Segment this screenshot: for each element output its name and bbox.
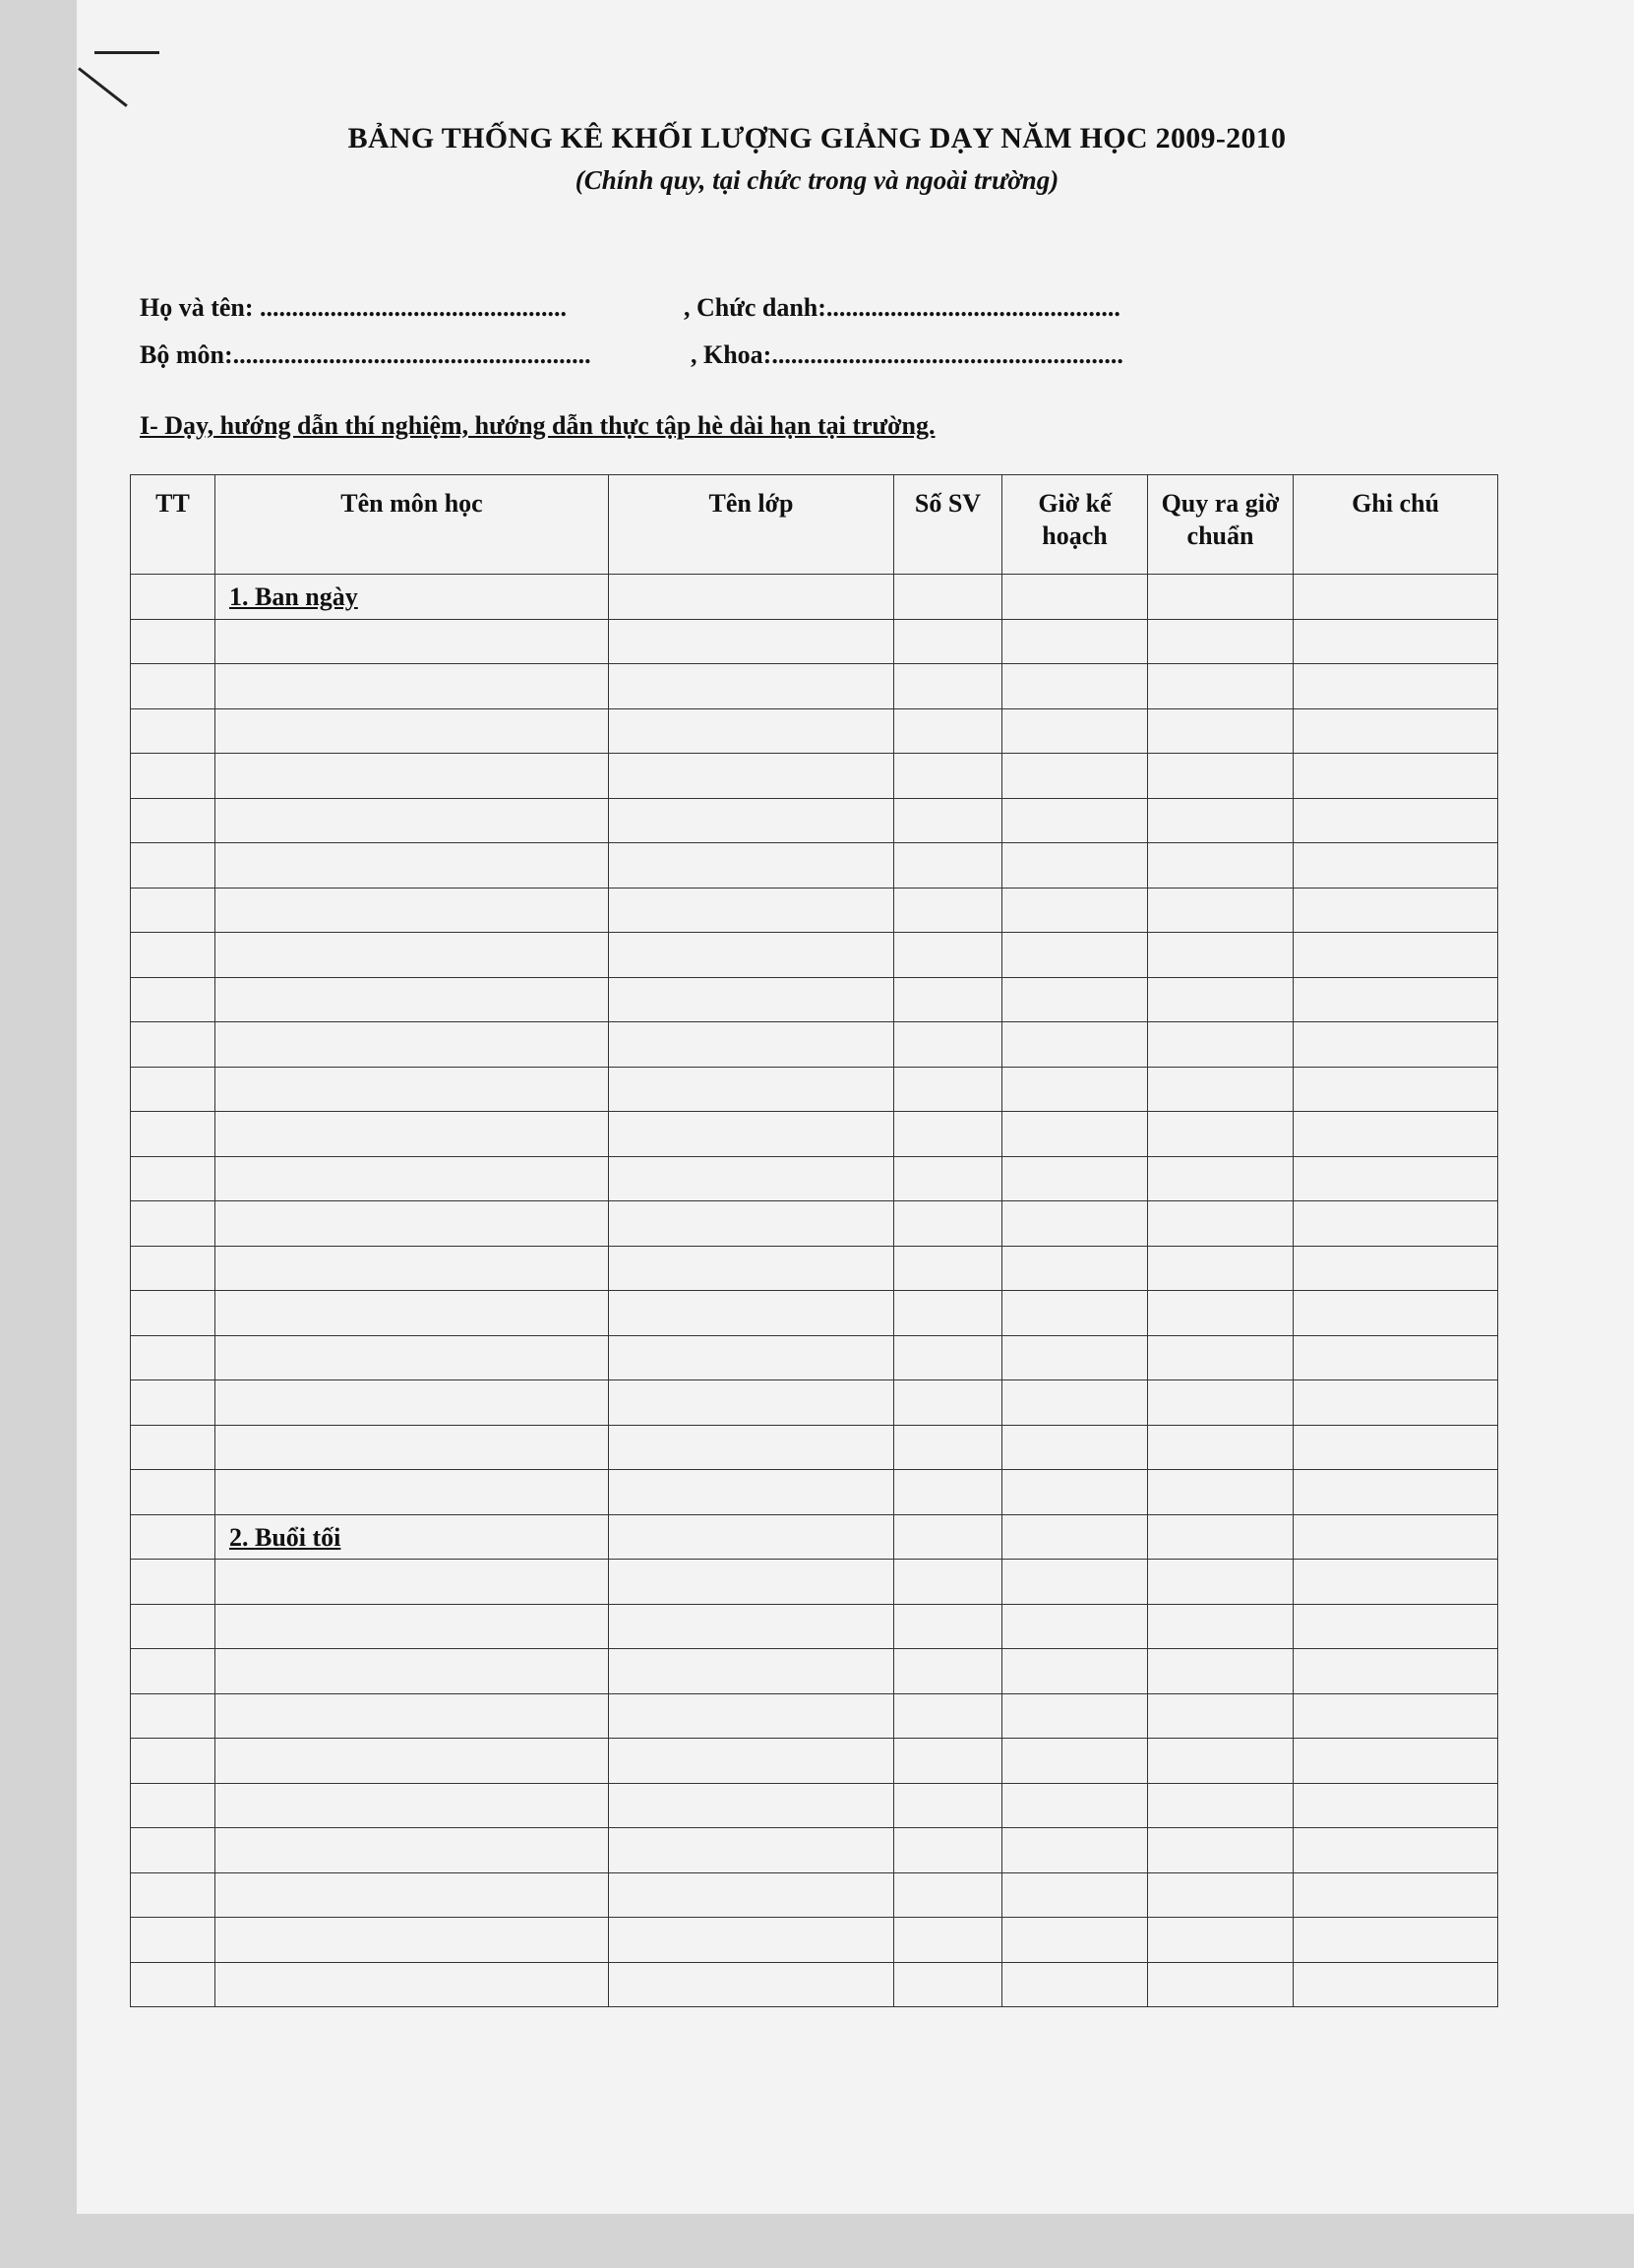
- table-cell: [609, 843, 894, 889]
- table-cell: [1294, 664, 1498, 709]
- table-cell: [1294, 977, 1498, 1022]
- table-cell: [894, 798, 1002, 843]
- document-title: BẢNG THỐNG KÊ KHỐI LƯỢNG GIẢNG DẠY NĂM HỌC 2009-2010: [347, 122, 1287, 154]
- table-cell: [609, 1918, 894, 1963]
- table-cell: [1002, 843, 1148, 889]
- table-row: [131, 1156, 1498, 1201]
- table-cell: [215, 1739, 609, 1784]
- table-cell: [1002, 1156, 1148, 1201]
- table-cell: [131, 1918, 215, 1963]
- table-cell: [131, 1739, 215, 1784]
- table-cell: [894, 1693, 1002, 1739]
- table-row: [131, 754, 1498, 799]
- table-cell: [131, 1783, 215, 1828]
- table-cell: [215, 1246, 609, 1291]
- table-cell: [609, 1560, 894, 1605]
- table-cell: [1148, 1560, 1294, 1605]
- table-cell: [609, 1425, 894, 1470]
- table-row: [131, 1783, 1498, 1828]
- table-cell: [1002, 619, 1148, 664]
- table-cell: [1002, 1962, 1148, 2007]
- table-cell: [1002, 1604, 1148, 1649]
- column-header-class: Tên lớp: [609, 475, 894, 575]
- table-row: [131, 1962, 1498, 2007]
- table-cell: [609, 798, 894, 843]
- table-cell: [215, 1693, 609, 1739]
- table-cell: [131, 1828, 215, 1873]
- table-row: [131, 619, 1498, 664]
- table-cell: [131, 1872, 215, 1918]
- table-cell: [1294, 1872, 1498, 1918]
- table-cell: [131, 1112, 215, 1157]
- table-cell: [131, 1022, 215, 1068]
- table-cell: [894, 933, 1002, 978]
- table-cell: [215, 1872, 609, 1918]
- table-cell: [1294, 888, 1498, 933]
- table-cell: [215, 575, 609, 620]
- table-cell: [609, 1604, 894, 1649]
- table-cell: [1294, 1246, 1498, 1291]
- table-cell: [215, 1918, 609, 1963]
- table-row: [131, 664, 1498, 709]
- table-cell: [131, 708, 215, 754]
- table-cell: [1294, 1649, 1498, 1694]
- table-cell: [1294, 1693, 1498, 1739]
- table-cell: [1148, 664, 1294, 709]
- table-cell: [1294, 798, 1498, 843]
- table-cell: [1294, 1112, 1498, 1157]
- table-cell: [215, 1380, 609, 1426]
- table-cell: [215, 1962, 609, 2007]
- table-cell: [894, 1828, 1002, 1873]
- table-cell: [609, 754, 894, 799]
- group-label-daytime: 1. Ban ngày: [229, 582, 358, 611]
- table-cell: [609, 977, 894, 1022]
- column-header-subject: Tên môn học: [215, 475, 609, 575]
- table-cell: [1148, 1514, 1294, 1560]
- table-cell: [1002, 933, 1148, 978]
- table-cell: [609, 575, 894, 620]
- table-cell: [131, 1514, 215, 1560]
- table-cell: [609, 1291, 894, 1336]
- table-row: [131, 1112, 1498, 1157]
- table-cell: [215, 1291, 609, 1336]
- table-cell: [1294, 1918, 1498, 1963]
- table-row: [131, 708, 1498, 754]
- table-cell: [215, 843, 609, 889]
- table-cell: [894, 1514, 1002, 1560]
- table-cell: [1148, 1828, 1294, 1873]
- table-cell: [1148, 798, 1294, 843]
- table-cell: [1294, 754, 1498, 799]
- table-cell: [894, 1022, 1002, 1068]
- table-cell: [1294, 1514, 1498, 1560]
- table-cell: [215, 1201, 609, 1247]
- table-cell: [131, 1470, 215, 1515]
- table-cell: [131, 888, 215, 933]
- table-cell: [131, 1380, 215, 1426]
- table-cell: [609, 1693, 894, 1739]
- table-cell: [1002, 977, 1148, 1022]
- table-cell: [131, 664, 215, 709]
- table-cell: [1148, 1201, 1294, 1247]
- table-cell: [1148, 575, 1294, 620]
- table-cell: [215, 708, 609, 754]
- column-header-planned-hours: Giờ kế hoạch: [1002, 475, 1148, 575]
- table-cell: [1294, 1291, 1498, 1336]
- table-cell: [1002, 754, 1148, 799]
- table-cell: [1294, 843, 1498, 889]
- table-cell: [131, 575, 215, 620]
- table-cell: [1148, 1604, 1294, 1649]
- column-header-students: Số SV: [894, 475, 1002, 575]
- table-cell: [1002, 575, 1148, 620]
- table-cell: [215, 1112, 609, 1157]
- table-cell: [1294, 1828, 1498, 1873]
- table-cell: [1002, 1335, 1148, 1380]
- table-row: [131, 1649, 1498, 1694]
- table-cell: [215, 1828, 609, 1873]
- scan-mark: [94, 51, 159, 54]
- table-cell: [1148, 843, 1294, 889]
- table-cell: [894, 1380, 1002, 1426]
- table-cell: [609, 1067, 894, 1112]
- table-row: [131, 1828, 1498, 1873]
- table-cell: [1002, 1380, 1148, 1426]
- table-cell: [131, 1335, 215, 1380]
- table-cell: [1002, 1470, 1148, 1515]
- table-cell: [894, 1112, 1002, 1157]
- table-cell: [1002, 1291, 1148, 1336]
- table-cell: [1002, 888, 1148, 933]
- table-cell: [1294, 1962, 1498, 2007]
- table-cell: [131, 1693, 215, 1739]
- table-row: [131, 1514, 1498, 1560]
- table-cell: [1148, 977, 1294, 1022]
- table-cell: [1002, 798, 1148, 843]
- table-row: [131, 1560, 1498, 1605]
- table-cell: [1294, 575, 1498, 620]
- table-cell: [894, 1156, 1002, 1201]
- table-cell: [1002, 1649, 1148, 1694]
- table-cell: [609, 1514, 894, 1560]
- table-cell: [215, 1649, 609, 1694]
- table-cell: [1148, 1425, 1294, 1470]
- table-row: [131, 1470, 1498, 1515]
- table-cell: [609, 1380, 894, 1426]
- table-cell: [1148, 708, 1294, 754]
- table-cell: [215, 1022, 609, 1068]
- table-cell: [1148, 754, 1294, 799]
- table-cell: [609, 664, 894, 709]
- table-cell: [894, 1246, 1002, 1291]
- table-cell: [1294, 1604, 1498, 1649]
- table-cell: [131, 1604, 215, 1649]
- table-cell: [894, 1604, 1002, 1649]
- table-cell: [215, 754, 609, 799]
- table-body: [131, 575, 1498, 2007]
- table-cell: [609, 1962, 894, 2007]
- table-cell: [1148, 933, 1294, 978]
- table-cell: [894, 843, 1002, 889]
- table-row: [131, 1693, 1498, 1739]
- table-cell: [215, 1156, 609, 1201]
- table-cell: [215, 798, 609, 843]
- table-cell: [1002, 1693, 1148, 1739]
- table-cell: [609, 1246, 894, 1291]
- table-cell: [609, 1783, 894, 1828]
- table-cell: [1002, 1872, 1148, 1918]
- table-row: [131, 798, 1498, 843]
- table-cell: [1294, 1201, 1498, 1247]
- table-cell: [894, 1872, 1002, 1918]
- table-cell: [1294, 1425, 1498, 1470]
- document-subtitle: (Chính quy, tại chức trong và ngoài trường): [575, 165, 1059, 195]
- table-row: [131, 1604, 1498, 1649]
- table-cell: [1294, 1335, 1498, 1380]
- table-cell: [609, 1022, 894, 1068]
- table-row: [131, 1022, 1498, 1068]
- table-cell: [215, 1470, 609, 1515]
- table-cell: [894, 1201, 1002, 1247]
- table-cell: [1148, 1962, 1294, 2007]
- table-cell: [1148, 1291, 1294, 1336]
- table-cell: [894, 1470, 1002, 1515]
- table-cell: [1294, 1156, 1498, 1201]
- table-cell: [894, 754, 1002, 799]
- table-row: [131, 1425, 1498, 1470]
- table-cell: [131, 1425, 215, 1470]
- table-cell: [1148, 888, 1294, 933]
- table-cell: [1294, 1470, 1498, 1515]
- table-cell: [131, 1201, 215, 1247]
- table-cell: [609, 1112, 894, 1157]
- table-cell: [609, 1156, 894, 1201]
- table-row: [131, 888, 1498, 933]
- name-field: Họ và tên: ................................................: [140, 293, 568, 322]
- table-cell: [1294, 1783, 1498, 1828]
- table-cell: [1148, 1335, 1294, 1380]
- table-cell: [1002, 1112, 1148, 1157]
- table-header-row: [131, 475, 1498, 575]
- table-cell: [1148, 1739, 1294, 1784]
- table-cell: [1002, 1425, 1148, 1470]
- table-row: [131, 1335, 1498, 1380]
- table-cell: [1148, 1918, 1294, 1963]
- table-cell: [1002, 1067, 1148, 1112]
- group-label-evening: 2. Buổi tối: [229, 1522, 341, 1552]
- workload-table: [130, 474, 1498, 2007]
- table-cell: [609, 1335, 894, 1380]
- table-cell: [215, 1067, 609, 1112]
- table-cell: [894, 1560, 1002, 1605]
- table-cell: [894, 664, 1002, 709]
- table-cell: [894, 1739, 1002, 1784]
- table-cell: [131, 1962, 215, 2007]
- table-cell: [1294, 1560, 1498, 1605]
- table-cell: [1002, 1514, 1148, 1560]
- table-row: [131, 1246, 1498, 1291]
- table-cell: [609, 619, 894, 664]
- table-cell: [609, 1470, 894, 1515]
- table-cell: [894, 977, 1002, 1022]
- department-field: Bộ môn:........................................................: [140, 340, 591, 369]
- table-row: [131, 1067, 1498, 1112]
- column-header-tt: TT: [131, 475, 215, 575]
- table-cell: [894, 619, 1002, 664]
- table-cell: [1002, 1560, 1148, 1605]
- table-cell: [131, 1560, 215, 1605]
- table-cell: [215, 1560, 609, 1605]
- table-cell: [894, 708, 1002, 754]
- table-cell: [609, 708, 894, 754]
- table-cell: [131, 933, 215, 978]
- table-row: [131, 1872, 1498, 1918]
- table-cell: [609, 933, 894, 978]
- table-cell: [131, 1649, 215, 1694]
- table-cell: [215, 1425, 609, 1470]
- table-cell: [131, 754, 215, 799]
- table-cell: [894, 1783, 1002, 1828]
- table-cell: [1002, 1201, 1148, 1247]
- table-cell: [1148, 1112, 1294, 1157]
- table-cell: [1294, 1380, 1498, 1426]
- table-cell: [131, 798, 215, 843]
- table-row: [131, 977, 1498, 1022]
- table-cell: [215, 619, 609, 664]
- table-cell: [609, 1649, 894, 1694]
- table-cell: [609, 1828, 894, 1873]
- table-cell: [894, 1067, 1002, 1112]
- faculty-field: , Khoa:.......................................................: [691, 340, 1123, 369]
- table-cell: [894, 888, 1002, 933]
- table-cell: [1002, 1246, 1148, 1291]
- table-cell: [1148, 1380, 1294, 1426]
- table-cell: [1148, 1783, 1294, 1828]
- table-cell: [1294, 933, 1498, 978]
- table-cell: [131, 1291, 215, 1336]
- table-cell: [609, 888, 894, 933]
- table-cell: [215, 888, 609, 933]
- table-cell: [215, 1604, 609, 1649]
- table-cell: [1002, 1918, 1148, 1963]
- table-cell: [1002, 664, 1148, 709]
- table-row: [131, 843, 1498, 889]
- table-cell: [1148, 1872, 1294, 1918]
- table-cell: [894, 1649, 1002, 1694]
- table-cell: [1148, 1649, 1294, 1694]
- table-row: [131, 1201, 1498, 1247]
- table-cell: [1148, 1693, 1294, 1739]
- table-row: [131, 575, 1498, 620]
- table-row: [131, 1739, 1498, 1784]
- table-cell: [1148, 619, 1294, 664]
- table-cell: [894, 1335, 1002, 1380]
- column-header-standard-hours: Quy ra giờ chuẩn: [1148, 475, 1294, 575]
- table-cell: [215, 1335, 609, 1380]
- table-cell: [1148, 1470, 1294, 1515]
- table-cell: [894, 1918, 1002, 1963]
- table-cell: [215, 933, 609, 978]
- table-cell: [894, 1425, 1002, 1470]
- table-cell: [215, 977, 609, 1022]
- table-cell: [1148, 1246, 1294, 1291]
- table-cell: [1002, 1828, 1148, 1873]
- table-cell: [1002, 1022, 1148, 1068]
- table-cell: [215, 1783, 609, 1828]
- table-row: [131, 933, 1498, 978]
- table-cell: [894, 1291, 1002, 1336]
- table-cell: [131, 977, 215, 1022]
- table-cell: [609, 1201, 894, 1247]
- table-cell: [1294, 1067, 1498, 1112]
- table-cell: [1148, 1156, 1294, 1201]
- table-cell: [131, 1067, 215, 1112]
- table-cell: [215, 664, 609, 709]
- table-row: [131, 1380, 1498, 1426]
- table-cell: [1294, 619, 1498, 664]
- table-cell: [131, 619, 215, 664]
- table-row: [131, 1291, 1498, 1336]
- table-cell: [1294, 1022, 1498, 1068]
- position-field: , Chức danh:..............................................: [684, 293, 1120, 322]
- table-cell: [1294, 708, 1498, 754]
- table-cell: [609, 1872, 894, 1918]
- table-cell: [894, 1962, 1002, 2007]
- table-row: [131, 1918, 1498, 1963]
- table-cell: [1148, 1067, 1294, 1112]
- table-cell: [1002, 1783, 1148, 1828]
- table-cell: [609, 1739, 894, 1784]
- table-cell: [131, 1246, 215, 1291]
- table-cell: [215, 1514, 609, 1560]
- table-cell: [1002, 1739, 1148, 1784]
- table-cell: [1148, 1022, 1294, 1068]
- table-cell: [1002, 708, 1148, 754]
- table-cell: [1294, 1739, 1498, 1784]
- table-cell: [131, 843, 215, 889]
- column-header-notes: Ghi chú: [1294, 475, 1498, 575]
- table-cell: [131, 1156, 215, 1201]
- table-cell: [894, 575, 1002, 620]
- section-title: I- Dạy, hướng dẫn thí nghiệm, hướng dẫn thực tập hè dài hạn tại trường.: [140, 411, 936, 440]
